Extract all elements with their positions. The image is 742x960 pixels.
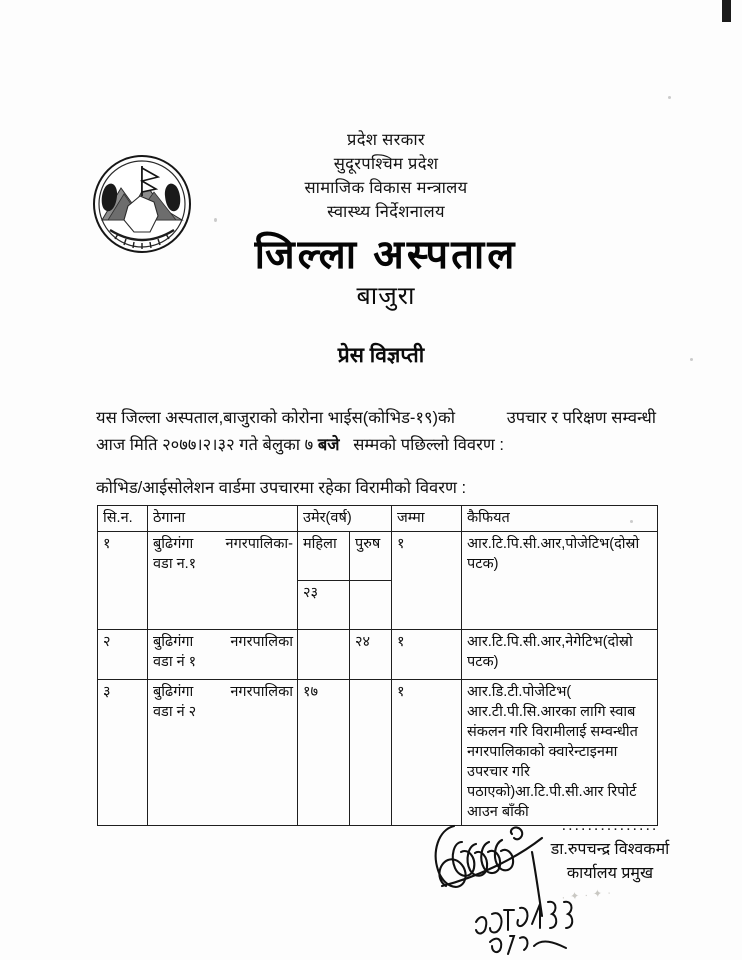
subheader-female: महिला — [298, 532, 350, 581]
table-caption: कोभिड/आईसोलेशन वार्डमा उपचारमा रहेका विरामीको विवरण : — [96, 479, 467, 497]
table-row — [98, 630, 658, 680]
row-3-remarks-line-6: पठाएको)आ.टि.पी.सी.आर रिपोर्ट — [467, 784, 637, 800]
header-remarks: कैफियत — [462, 506, 658, 532]
row-3-remarks-line-5: उपरचार गरि — [467, 764, 530, 780]
row-1-remarks — [462, 532, 658, 630]
row-3-remarks-line-3: संकलन गरि विरामीलाई सम्वन्धीत — [467, 724, 638, 740]
row-3-remarks-line-2 — [467, 702, 653, 722]
row-2-address — [148, 630, 298, 680]
intro-paragraph — [96, 405, 656, 459]
row-1-address-line2: वडा न.१ — [153, 556, 197, 572]
subheader-male: पुरुष — [350, 532, 392, 581]
header-total: जम्मा — [392, 506, 462, 532]
row-3-remarks — [462, 680, 658, 826]
office-stamp: · ✦ · ✦ · — [560, 886, 613, 905]
row-2-remarks-line-1: आर.टि.पि.सी.आर,नेगेटिभ(दोस्रो पटक) — [467, 634, 633, 670]
patients-table-wrapper — [97, 505, 657, 826]
row-1-male — [350, 581, 392, 630]
row-3-female: १७ — [298, 680, 350, 826]
table-row — [98, 680, 658, 826]
table-row — [98, 532, 658, 581]
intro-line-1 — [96, 405, 656, 432]
header-age: उमेर(वर्ष) — [298, 506, 392, 532]
row-3-address-line2: वडा नं २ — [153, 704, 197, 720]
row-2-address-part1: बुढिगंगा — [153, 634, 194, 650]
row-2-address-part2: नगरपालिका — [230, 634, 293, 650]
intro-line-2-bold: बजे — [317, 436, 340, 454]
scan-speck — [668, 96, 671, 99]
row-1-female: २३ — [298, 581, 350, 630]
org-line-3: सामाजिक विकास मन्त्रालय — [304, 179, 468, 197]
org-line-4: स्वास्थ्य निर्देशनालय — [327, 203, 445, 221]
org-line-1: प्रदेश सरकार — [347, 131, 425, 149]
row-2-male: २४ — [350, 630, 392, 680]
row-2-total: १ — [392, 630, 462, 680]
row-3-address-part1: बुढिगंगा — [153, 684, 194, 700]
row-3-remarks-line-1: आर.डि.टी.पोजेटिभ( — [467, 684, 572, 700]
row-3-address — [148, 680, 298, 826]
row-2-female — [298, 630, 350, 680]
header-sn: सि.न. — [98, 506, 148, 532]
document-type-title: प्रेस विज्ञप्ती — [337, 344, 425, 367]
row-3-total: १ — [392, 680, 462, 826]
row-1-remarks-line-1: आर.टि.पि.सी.आर,पोजेटिभ(दोस्रो — [467, 536, 640, 552]
org-line-2: सुदूरपश्चिम प्रदेश — [333, 155, 439, 173]
row-1-address — [148, 532, 298, 630]
intro-line-1-right: उपचार र परिक्षण सम्वन्धी — [506, 409, 656, 427]
row-3-sn: ३ — [98, 680, 148, 826]
scan-corner-artifact — [722, 0, 731, 22]
row-1-total: १ — [392, 532, 462, 630]
row-2-remarks — [462, 630, 658, 680]
row-1-address-part1: बुढिगंगा — [153, 536, 194, 552]
office-place: बाजुरा — [356, 282, 416, 310]
row-3-remarks-line-4: नगरपालिकाको क्वारेन्टाइनमा — [467, 744, 618, 760]
signature-dotted-line: ............... — [561, 817, 659, 834]
row-3-remarks-line-7: आउन बाँकी — [467, 804, 529, 820]
header-address: ठेगाना — [148, 506, 298, 532]
row-3-remarks-line-2-text: आर.टी.पी.सि.आरका लागि स्वाब — [467, 704, 636, 720]
document-header — [0, 128, 742, 370]
row-3-male — [350, 680, 392, 826]
row-1-address-part2: नगरपालिका- — [225, 536, 293, 552]
row-2-sn: २ — [98, 630, 148, 680]
intro-line-2 — [96, 432, 656, 459]
signatory-name: डा.रुपचन्द्र विश्वकर्मा — [550, 841, 670, 858]
signatory-title: कार्यालय प्रमुख — [566, 865, 654, 882]
office-name: जिल्ला अस्पताल — [254, 233, 518, 277]
intro-line-2-a: आज मिति २०७७।२।३२ गते बेलुका ७ — [96, 436, 314, 454]
row-1-remarks-line-2: पटक) — [467, 556, 499, 572]
row-3-address-part2: नगरपालिका — [230, 684, 293, 700]
row-1-sn: १ — [98, 532, 148, 630]
intro-line-1-left: यस जिल्ला अस्पताल,बाजुराको कोरोना भाईस(कोभिड-१९)को — [96, 409, 455, 427]
intro-line-2-b: सम्मको पछिल्लो विवरण : — [353, 436, 504, 454]
signature-block — [520, 817, 700, 886]
patients-table — [97, 505, 658, 826]
table-header-row — [98, 506, 658, 532]
row-2-address-line2: वडा नं १ — [153, 654, 197, 670]
nepal-province-emblem-icon — [88, 150, 196, 258]
